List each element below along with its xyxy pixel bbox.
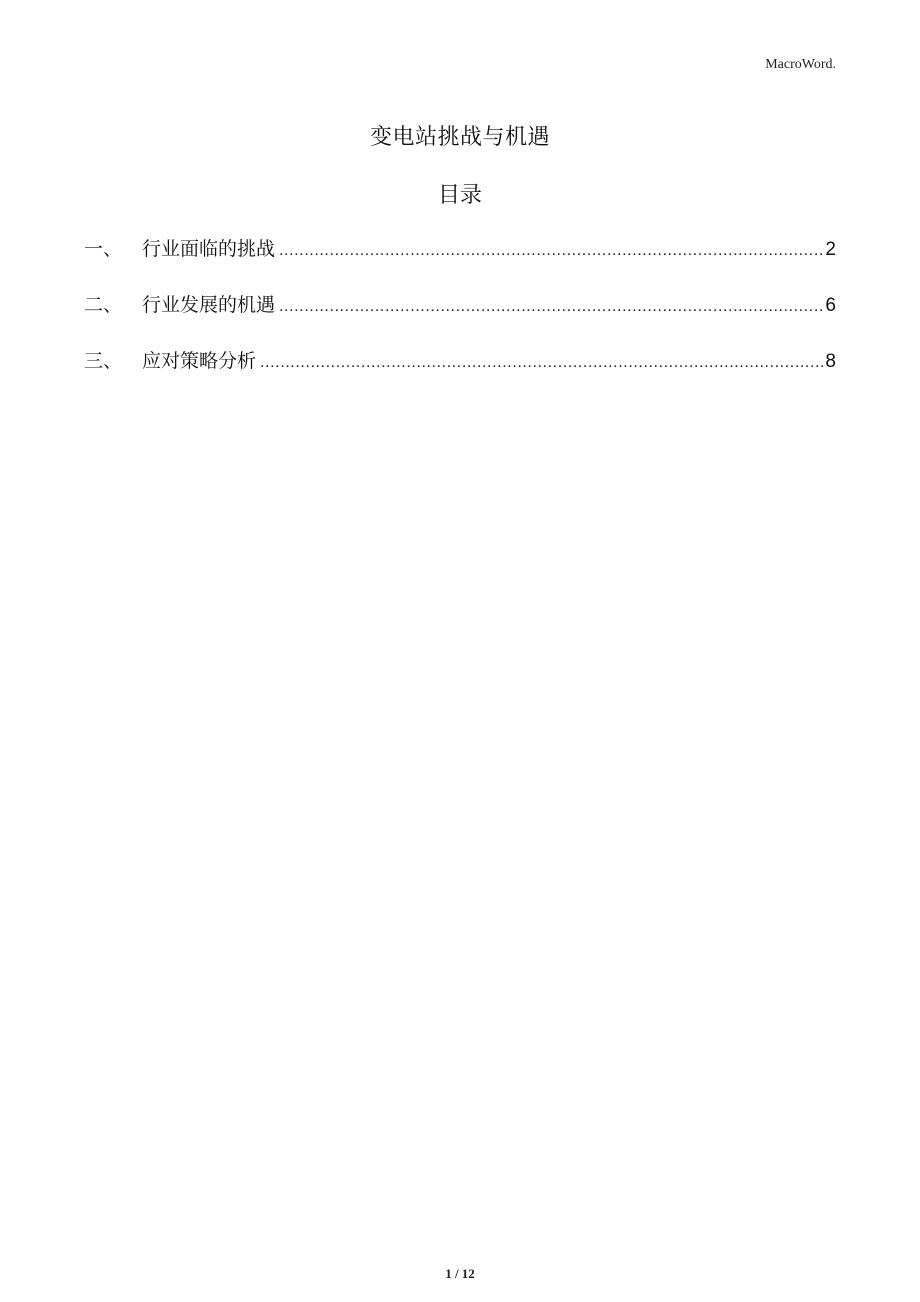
toc-entry-title[interactable]: 行业面临的挑战 bbox=[142, 238, 276, 260]
toc-entry-page-number[interactable]: 2 bbox=[825, 239, 836, 260]
toc-entry-challenges[interactable] bbox=[84, 234, 836, 290]
toc-entry-opportunities[interactable] bbox=[84, 290, 836, 346]
page-indicator: 1 / 12 bbox=[445, 1266, 475, 1281]
toc-entry-title[interactable]: 行业发展的机遇 bbox=[142, 294, 276, 316]
toc-entry-page-number[interactable]: 8 bbox=[825, 351, 836, 372]
toc-entry-number: 三、 bbox=[84, 350, 123, 372]
toc-entry-number: 一、 bbox=[84, 238, 123, 260]
table-of-contents bbox=[84, 234, 836, 402]
toc-entry-title[interactable]: 应对策略分析 bbox=[142, 350, 257, 372]
toc-entry-number: 二、 bbox=[84, 294, 123, 316]
toc-heading: 目录 bbox=[437, 183, 482, 208]
toc-dot-leader bbox=[279, 298, 823, 316]
toc-entry-strategy[interactable] bbox=[84, 346, 836, 402]
toc-entry-page-number[interactable]: 6 bbox=[825, 295, 836, 316]
document-title: 变电站挑战与机遇 bbox=[369, 125, 550, 150]
toc-dot-leader bbox=[279, 242, 823, 260]
header-brand: MacroWord. bbox=[765, 57, 836, 72]
toc-dot-leader bbox=[260, 354, 823, 372]
